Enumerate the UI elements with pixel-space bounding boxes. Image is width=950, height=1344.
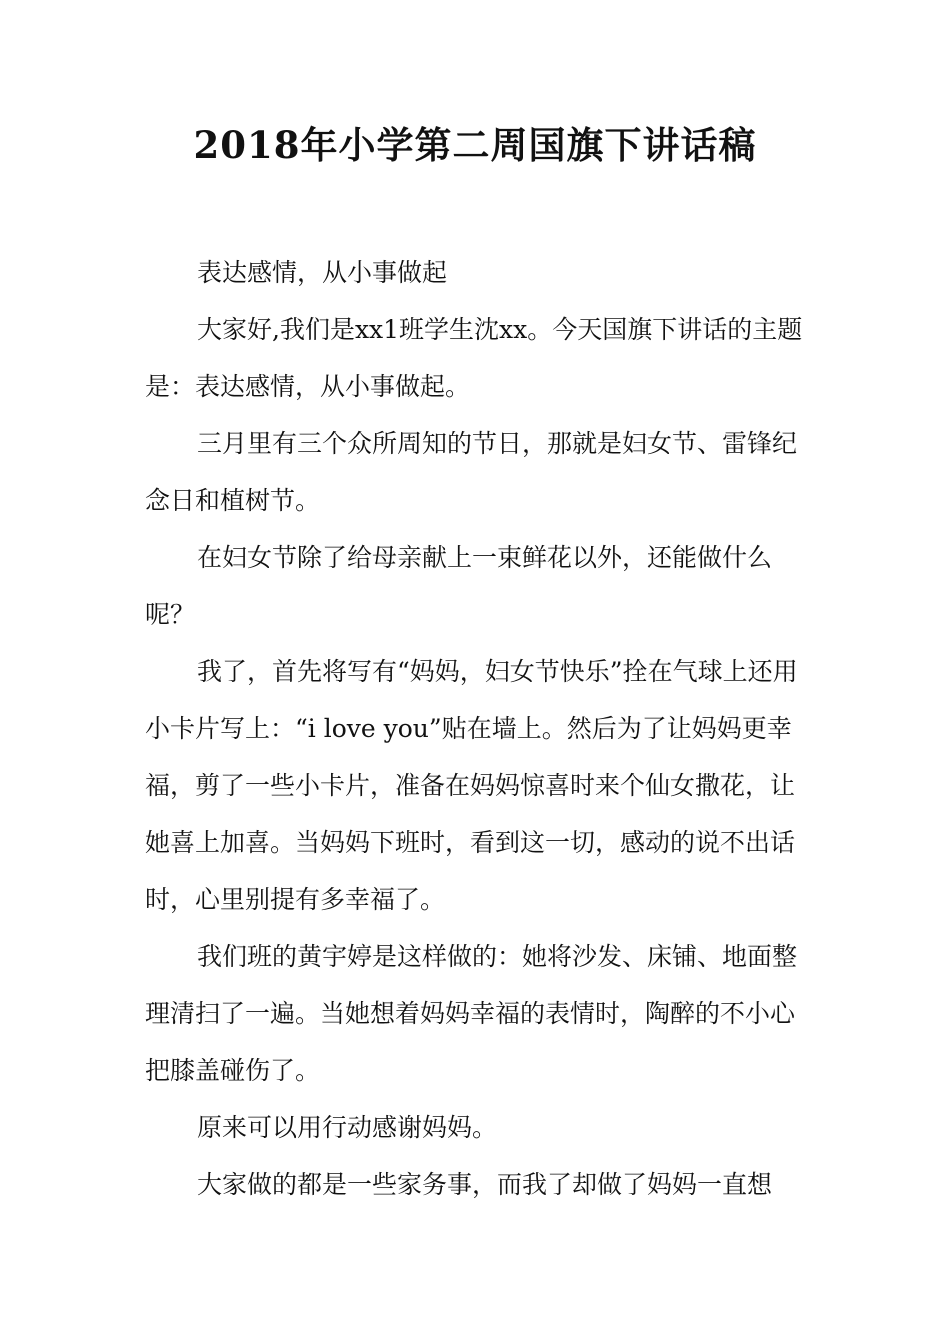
page-title: 2018年小学第二周国旗下讲话稿 bbox=[193, 123, 757, 167]
paragraph: 大家做的都是一些家务事，而我了却做了妈妈一直想 bbox=[197, 1170, 773, 1199]
document-body bbox=[145, 244, 807, 1213]
paragraph: 大家好,我们是xx1班学生沈xx。今天国旗下讲话的主题是：表达感情，从小事做起。 bbox=[145, 315, 803, 401]
paragraph: 在妇女节除了给母亲献上一束鲜花以外，还能做什么呢？ bbox=[145, 543, 773, 629]
paragraph: 我了，首先将写有“妈妈，妇女节快乐”拴在气球上还用小卡片写上：“i love you”贴在墙上。然后为了让妈妈更幸福，剪了一些小卡片，准备在妈妈惊喜时来个仙女撒花，让她喜上加喜。当妈妈下班时，看到这一切，感动的说不出话时，心里别提有多幸福了。 bbox=[145, 657, 798, 914]
paragraph-subtitle: 表达感情，从小事做起 bbox=[197, 258, 448, 287]
paragraph: 原来可以用行动感谢妈妈。 bbox=[197, 1113, 498, 1142]
paragraph: 三月里有三个众所周知的节日，那就是妇女节、雷锋纪念日和植树节。 bbox=[145, 429, 798, 515]
paragraph: 我们班的黄宇婷是这样做的：她将沙发、床铺、地面整理清扫了一遍。当她想着妈妈幸福的表情时，陶醉的不小心把膝盖碰伤了。 bbox=[145, 942, 798, 1085]
